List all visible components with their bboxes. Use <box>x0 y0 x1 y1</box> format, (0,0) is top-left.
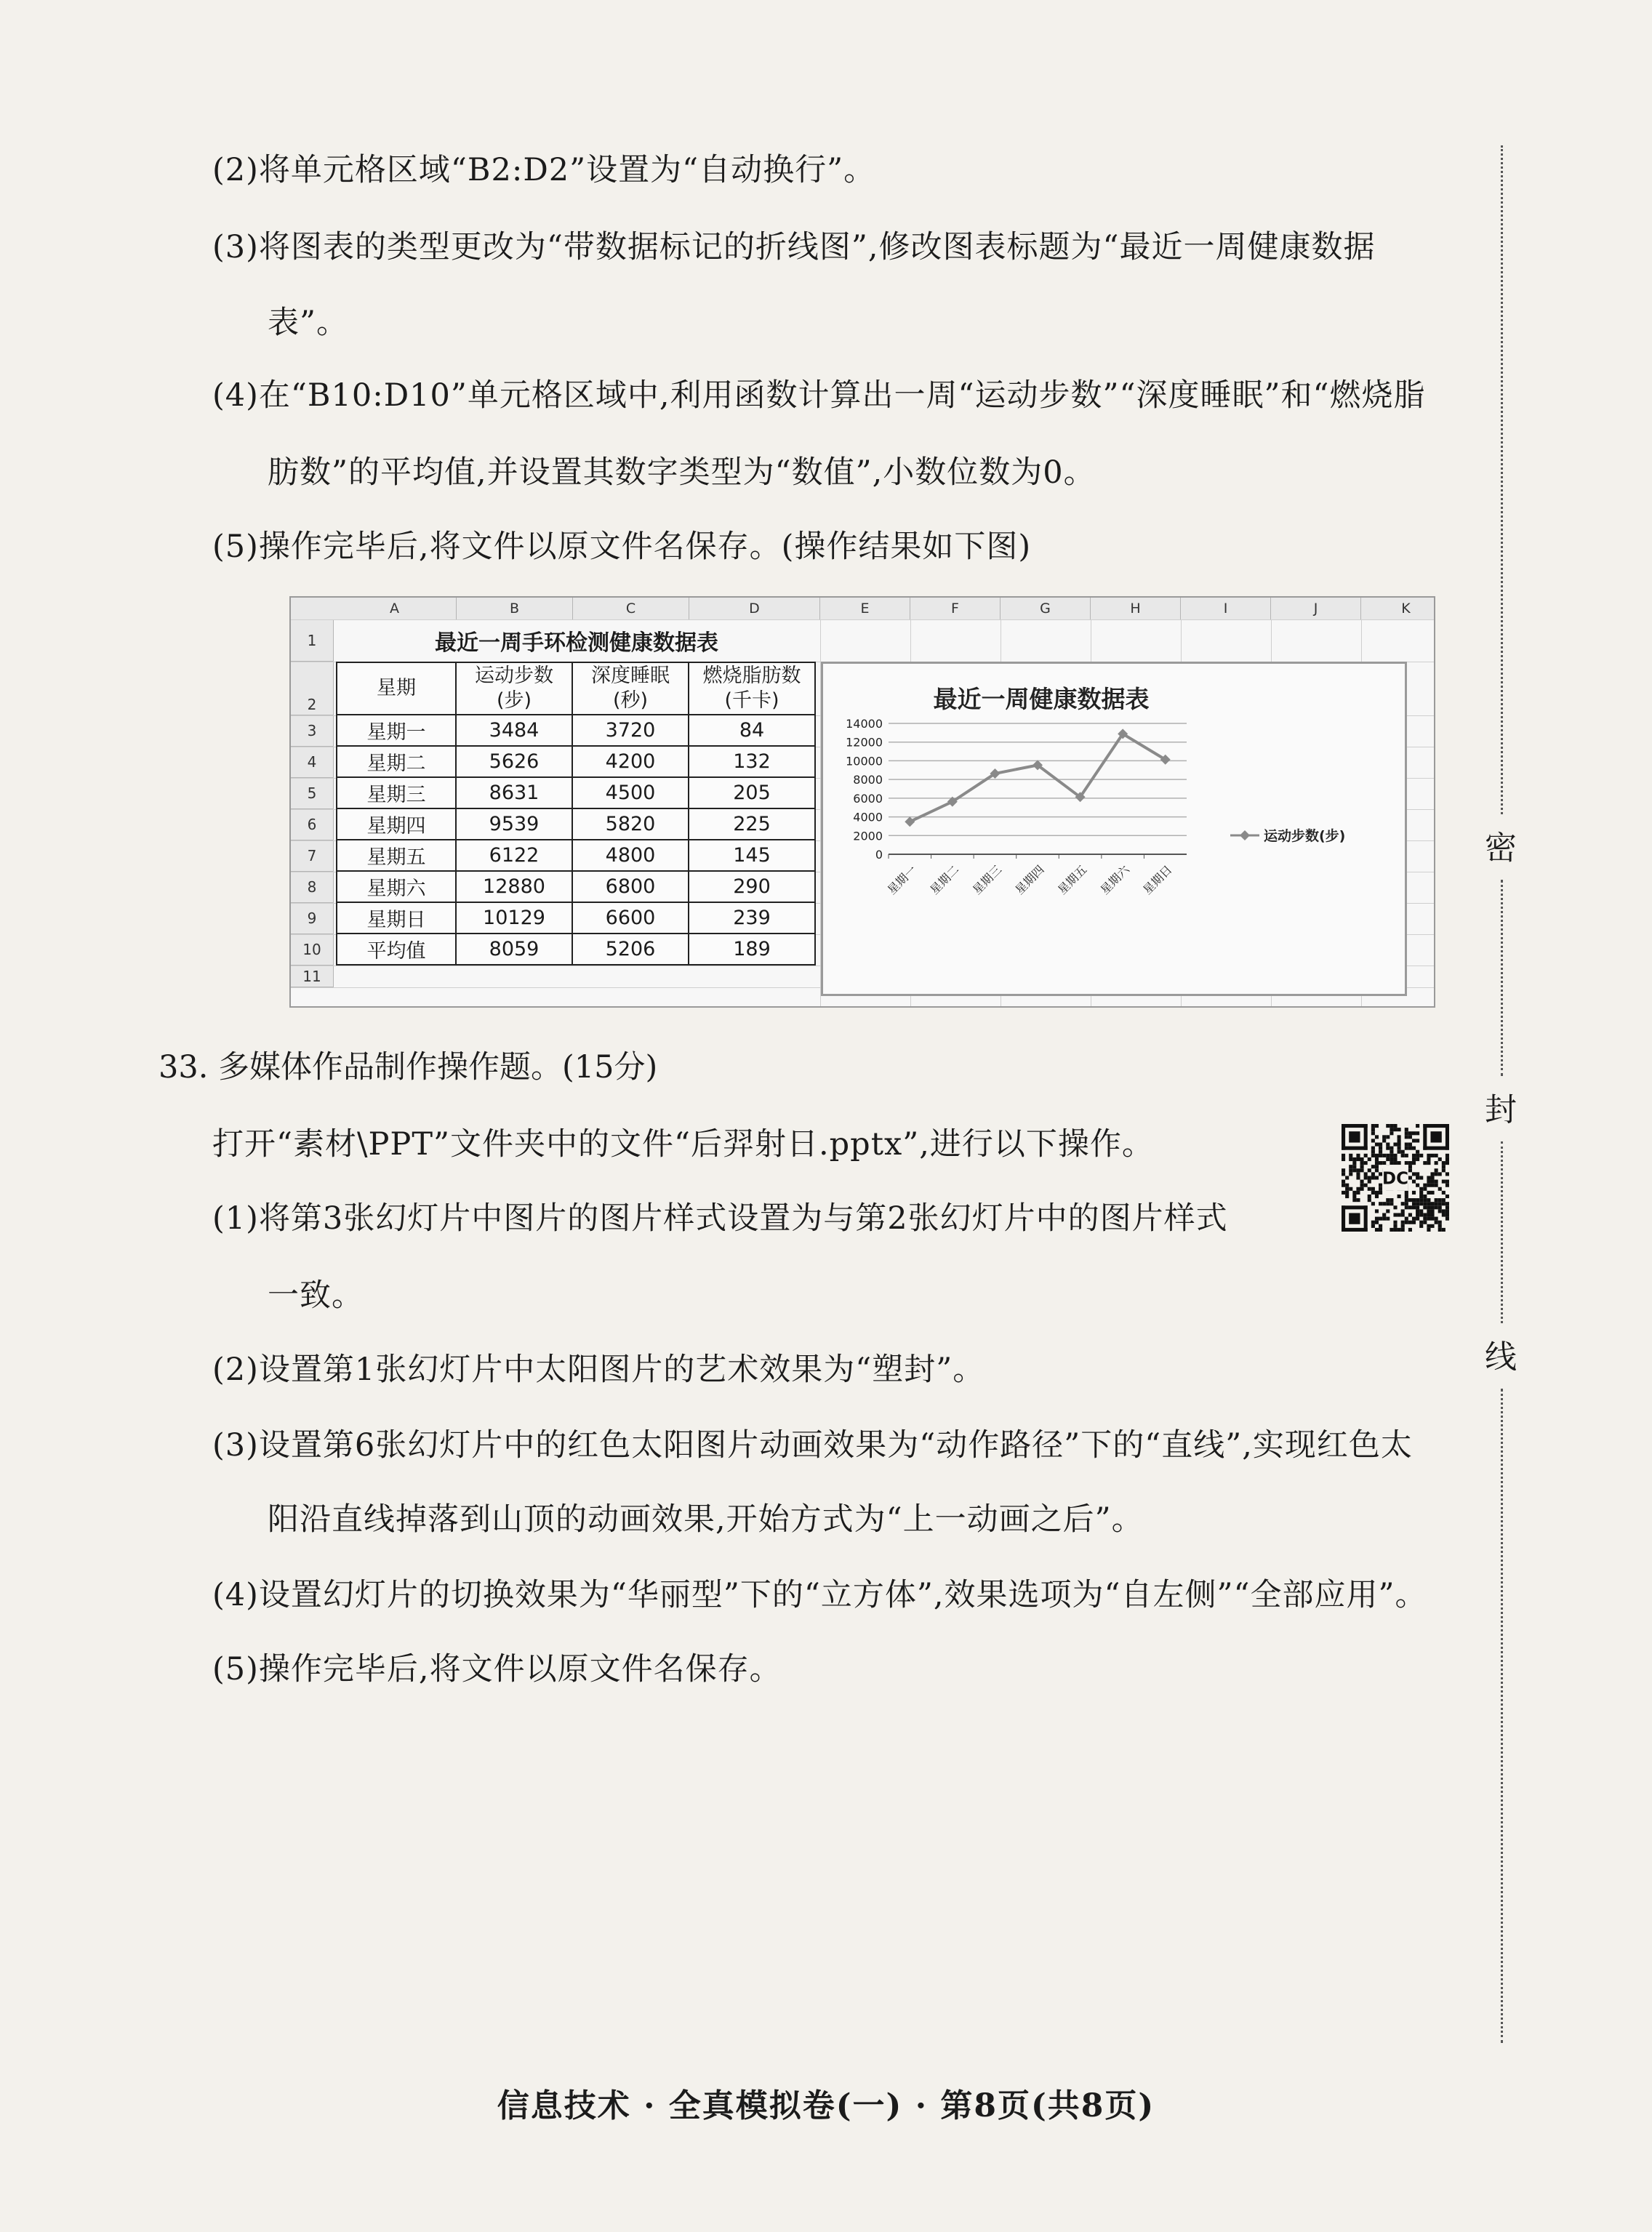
table-cell[interactable]: 225 <box>689 809 816 840</box>
seal-char-feng: 封 <box>1485 1091 1517 1128</box>
table-cell[interactable]: 6600 <box>573 903 689 934</box>
y-tick-label: 6000 <box>853 791 883 806</box>
table-cell[interactable]: 3484 <box>457 715 573 747</box>
row-header-6[interactable]: 6 <box>291 809 334 840</box>
row-header-4[interactable]: 4 <box>291 747 334 778</box>
table-cell[interactable]: 205 <box>689 778 816 809</box>
column-header-F[interactable]: F <box>910 598 1001 620</box>
x-tick-label: 星期六 <box>1097 862 1132 897</box>
table-header-cell[interactable] <box>689 662 816 715</box>
q32-item-3-line2: 表”。 <box>268 305 348 341</box>
table-cell[interactable]: 星期日 <box>336 903 457 934</box>
y-tick-label: 10000 <box>846 754 883 768</box>
header-unit: (步) <box>496 689 532 712</box>
q33-intro: 打开“素材\PPT”文件夹中的文件“后羿射日.pptx”,进行以下操作。 <box>212 1126 1154 1163</box>
y-tick-label: 2000 <box>853 829 883 843</box>
chart-legend <box>1230 827 1345 844</box>
header-line: 燃烧脂肪数 <box>702 665 801 687</box>
qr-code-icon <box>1342 1124 1449 1232</box>
table-cell[interactable]: 84 <box>689 715 816 747</box>
row-header-7[interactable]: 7 <box>291 840 334 872</box>
table-cell[interactable]: 239 <box>689 903 816 934</box>
table-cell[interactable]: 12880 <box>457 872 573 903</box>
table-cell[interactable]: 9539 <box>457 809 573 840</box>
table-cell[interactable]: 星期三 <box>336 778 457 809</box>
row-header-11[interactable]: 11 <box>291 966 334 987</box>
column-header-B[interactable]: B <box>457 598 573 620</box>
binding-line-2 <box>1501 880 1503 1076</box>
q32-item-3-line1: (3)将图表的类型更改为“带数据标记的折线图”,修改图表标题为“最近一周健康数据 <box>212 229 1376 265</box>
row-header-5[interactable]: 5 <box>291 778 334 809</box>
row-header-8[interactable]: 8 <box>291 872 334 903</box>
column-header-C[interactable]: C <box>573 598 689 620</box>
x-tick-label: 星期三 <box>969 862 1005 897</box>
column-header-J[interactable]: J <box>1271 598 1361 620</box>
x-tick-label: 星期一 <box>884 862 920 897</box>
row-header-3[interactable]: 3 <box>291 715 334 747</box>
table-cell[interactable]: 5820 <box>573 809 689 840</box>
q33-item-2: (2)设置第1张幻灯片中太阳图片的艺术效果为“塑封”。 <box>212 1352 985 1388</box>
x-tick-label: 星期五 <box>1055 862 1090 897</box>
qr-logo: DC <box>1382 1169 1408 1189</box>
table-cell[interactable]: 10129 <box>457 903 573 934</box>
y-tick-label: 12000 <box>846 735 883 750</box>
binding-line-3 <box>1501 1141 1503 1323</box>
binding-line-bottom <box>1501 1389 1503 2043</box>
page-footer: 信息技术 · 全真模拟卷(一) · 第8页(共8页) <box>497 2087 1155 2124</box>
chart-title: 最近一周健康数据表 <box>933 685 1150 713</box>
table-cell[interactable]: 5206 <box>573 934 689 966</box>
row-header-2[interactable]: 2 <box>291 662 334 715</box>
data-point <box>905 816 915 827</box>
table-header-cell[interactable] <box>336 662 457 715</box>
y-tick-label: 8000 <box>853 773 883 787</box>
table-cell[interactable]: 星期二 <box>336 747 457 778</box>
table-cell[interactable]: 4500 <box>573 778 689 809</box>
column-header-I[interactable]: I <box>1181 598 1271 620</box>
q32-item-4-line1: (4)在“B10:D10”单元格区域中,利用函数计算出一周“运动步数”“深度睡眠”和“燃烧脂 <box>212 377 1426 414</box>
x-tick-label: 星期四 <box>1012 862 1047 897</box>
spreadsheet-figure <box>289 596 1435 1008</box>
header-line: 深度睡眠 <box>591 665 670 687</box>
header-unit: (秒) <box>612 689 649 712</box>
table-title: 最近一周手环检测健康数据表 <box>435 630 718 656</box>
table-cell[interactable]: 3720 <box>573 715 689 747</box>
chart-gridlines <box>889 723 1187 854</box>
x-axis-ticks <box>885 854 1175 897</box>
column-header-A[interactable]: A <box>333 598 457 620</box>
column-header-K[interactable]: K <box>1361 598 1435 620</box>
column-header-G[interactable]: G <box>1001 598 1091 620</box>
header-line: 运动步数 <box>475 665 553 687</box>
x-tick-label: 星期二 <box>927 862 962 897</box>
series-path <box>910 734 1165 822</box>
q33-item-4: (4)设置幻灯片的切换效果为“华丽型”下的“立方体”,效果选项为“自左侧”“全部应用”。 <box>212 1577 1427 1613</box>
q32-item-5: (5)操作完毕后,将文件以原文件名保存。(操作结果如下图) <box>212 529 1032 565</box>
y-tick-label: 4000 <box>853 810 883 824</box>
table-cell[interactable]: 4800 <box>573 840 689 872</box>
q33-item-5: (5)操作完毕后,将文件以原文件名保存。 <box>212 1651 782 1687</box>
table-cell[interactable]: 星期五 <box>336 840 457 872</box>
table-cell[interactable]: 6800 <box>573 872 689 903</box>
table-cell[interactable]: 星期六 <box>336 872 457 903</box>
line-chart <box>821 662 1407 996</box>
header-unit: (千卡) <box>724 689 779 712</box>
series-line <box>905 728 1170 827</box>
q33-item-1-line1: (1)将第3张幻灯片中图片的图片样式设置为与第2张幻灯片中的图片样式 <box>212 1200 1228 1237</box>
table-cell[interactable]: 8059 <box>457 934 573 966</box>
table-cell[interactable]: 145 <box>689 840 816 872</box>
table-cell[interactable]: 5626 <box>457 747 573 778</box>
x-tick-label: 星期日 <box>1140 862 1175 897</box>
y-tick-label: 14000 <box>846 717 883 731</box>
column-header-D[interactable]: D <box>689 598 820 620</box>
q32-item-4-line2: 肪数”的平均值,并设置其数字类型为“数值”,小数位数为0。 <box>268 454 1096 491</box>
table-cell[interactable]: 星期一 <box>336 715 457 747</box>
q33-item-3-line2: 阳沿直线掉落到山顶的动画效果,开始方式为“上一动画之后”。 <box>268 1501 1144 1538</box>
seal-char-mi: 密 <box>1485 830 1517 867</box>
header-line: 星期 <box>377 677 416 699</box>
binding-line-top <box>1501 145 1503 814</box>
row-header-9[interactable]: 9 <box>291 903 334 934</box>
y-axis-ticks <box>846 717 883 862</box>
table-header-cell[interactable] <box>457 662 573 715</box>
seal-char-xian: 线 <box>1485 1338 1517 1376</box>
q32-item-2: (2)将单元格区域“B2:D2”设置为“自动换行”。 <box>212 152 876 188</box>
row-header-1[interactable]: 1 <box>291 619 334 662</box>
table-cell[interactable]: 8631 <box>457 778 573 809</box>
table-cell[interactable]: 189 <box>689 934 816 966</box>
table-header-cell[interactable] <box>573 662 689 715</box>
y-tick-label: 0 <box>875 848 883 862</box>
table-cell[interactable]: 6122 <box>457 840 573 872</box>
table-cell[interactable]: 星期四 <box>336 809 457 840</box>
table-cell[interactable]: 132 <box>689 747 816 778</box>
column-header-H[interactable]: H <box>1091 598 1181 620</box>
table-cell[interactable]: 4200 <box>573 747 689 778</box>
q33-item-1-line2: 一致。 <box>268 1277 364 1314</box>
row-header-10[interactable]: 10 <box>291 934 334 966</box>
column-header-E[interactable]: E <box>820 598 910 620</box>
legend-label: 运动步数(步) <box>1264 828 1346 844</box>
select-all-corner[interactable] <box>291 598 334 620</box>
chart-canvas <box>823 664 1405 994</box>
legend-marker <box>1240 830 1250 840</box>
q33-item-3-line1: (3)设置第6张幻灯片中的红色太阳图片动画效果为“动作路径”下的“直线”,实现红色太 <box>212 1427 1413 1464</box>
table-cell[interactable]: 290 <box>689 872 816 903</box>
q33-heading: 33. 多媒体作品制作操作题。(15分) <box>159 1049 658 1085</box>
table-cell[interactable]: 平均值 <box>336 934 457 966</box>
